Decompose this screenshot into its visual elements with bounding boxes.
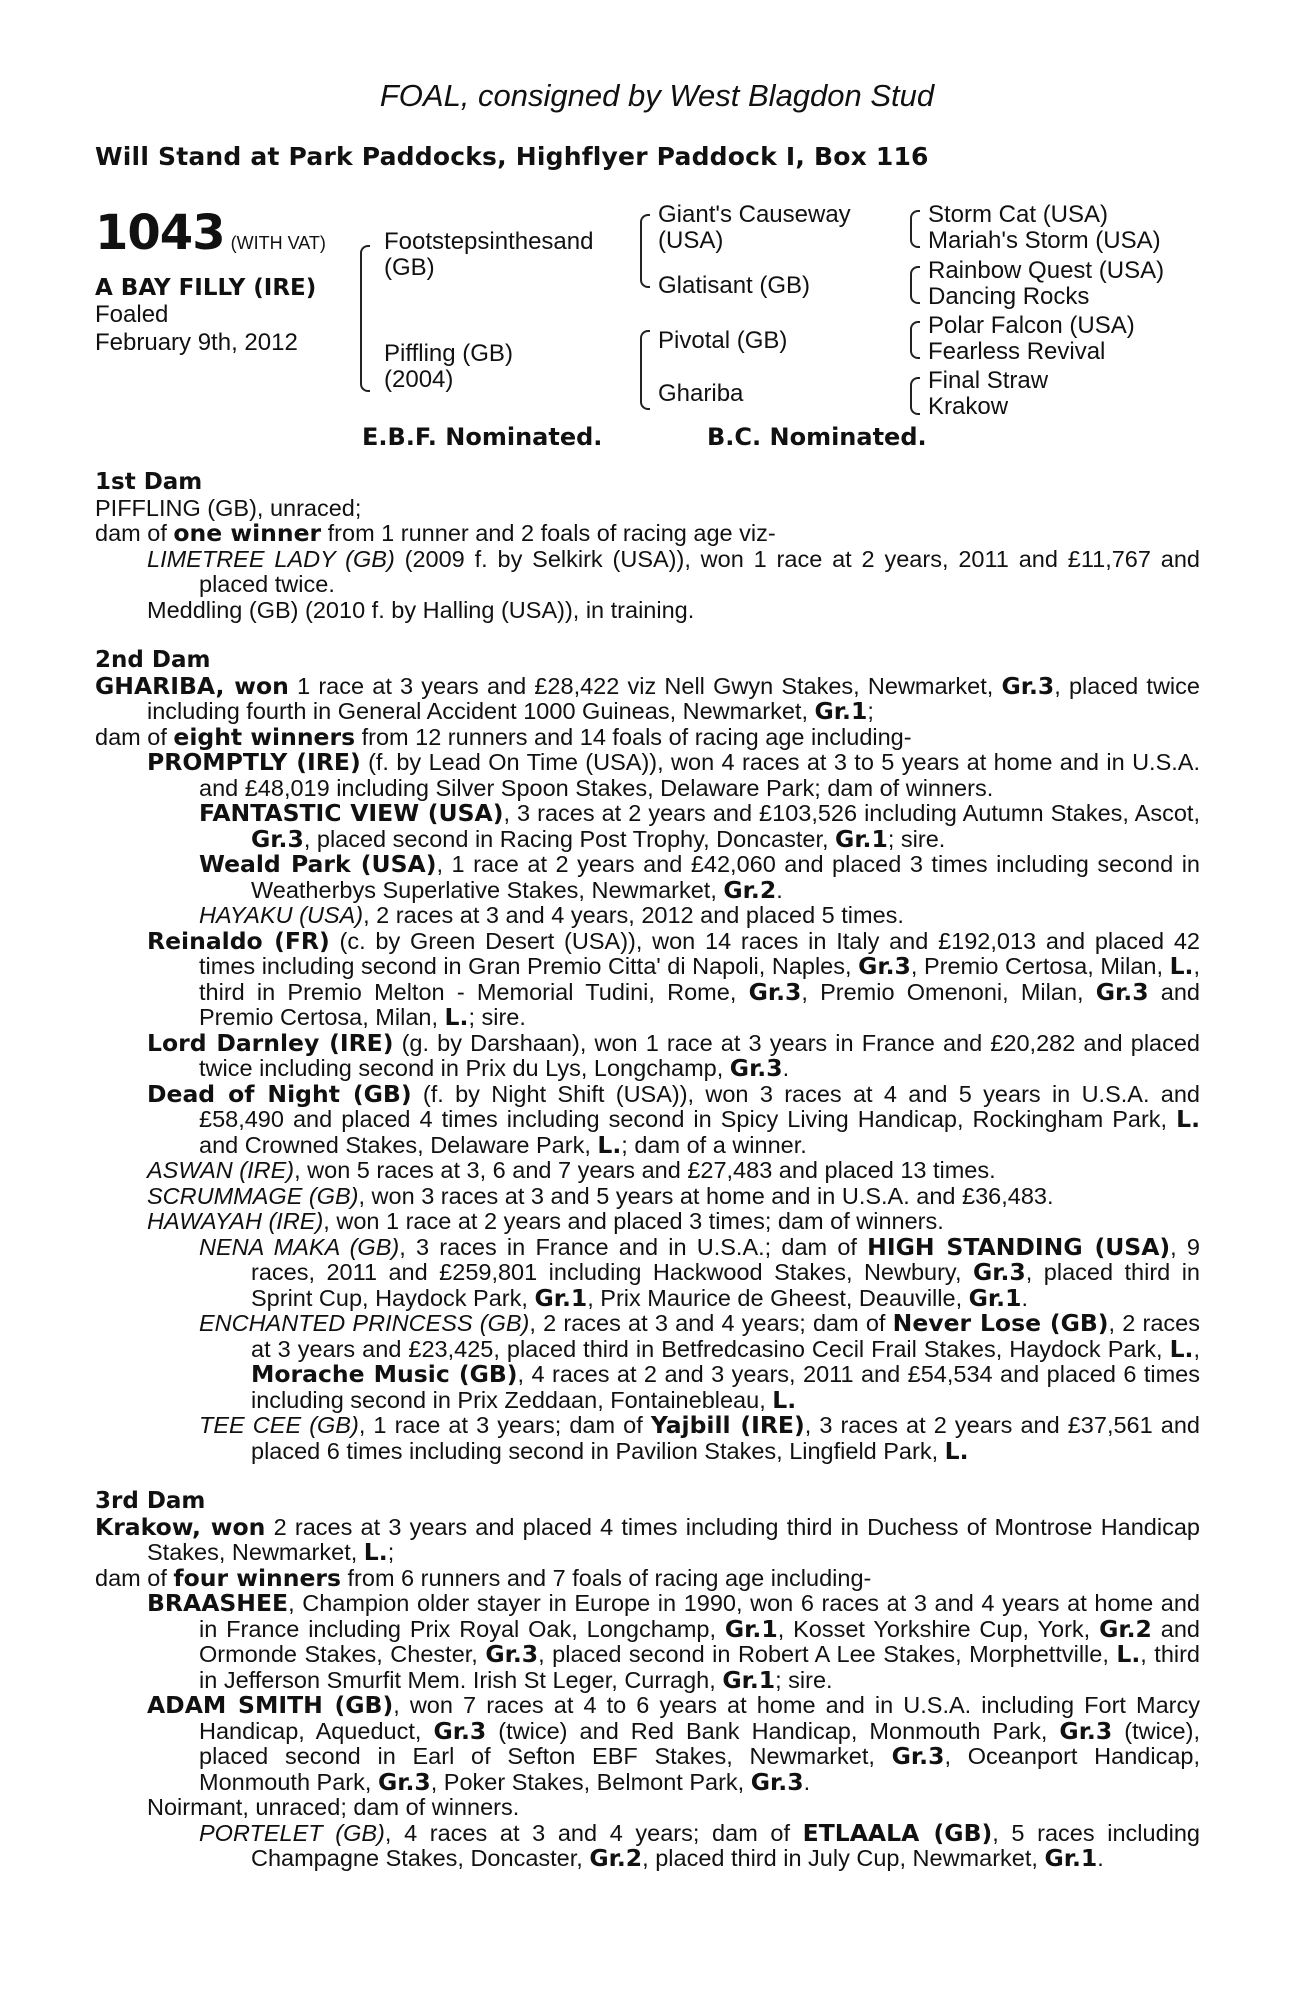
pedigree-bracket-g4 xyxy=(910,377,920,415)
sire-country: (GB) xyxy=(384,254,435,281)
pedigree-bracket-g2 xyxy=(910,266,920,304)
produce-entry: PORTELET (GB), 4 races at 3 and 4 years; dam of ETLAALA (GB), 5 races including Champagne Stakes, Doncaster, Gr.2, placed third in July Cup, Newmarket, Gr.1. xyxy=(199,1818,1200,1872)
sire-sire-country: (USA) xyxy=(658,227,724,254)
great-grandparent-5: Polar Falcon (USA) xyxy=(928,312,1135,339)
produce-entry: Dead of Night (GB) (f. by Night Shift (USA)), won 3 races at 4 and 5 years in U.S.A. and £58,490 and placed 4 times including second in Spicy Living Handicap, Rockingham Park, L. and Crowned Stakes, Delaware Park, L.; dam of a winner. xyxy=(147,1079,1200,1159)
great-grandparent-2: Mariah's Storm (USA) xyxy=(928,227,1161,254)
great-grandparent-4: Dancing Rocks xyxy=(928,283,1090,310)
produce-entry: Reinaldo (FR) (c. by Green Desert (USA)), won 14 races in Italy and £192,013 and placed 42 times including second in Gran Premio Citta' di Napoli, Naples, Gr.3, Premio Certosa, Milan, L., third in Premio Melton - Memorial Tudini, Rome, Gr.3, Premio Omenoni, Milan, Gr.3 and Premio Certosa, Milan, L.; sire. xyxy=(147,926,1200,1031)
produce-entry: Noirmant, unraced; dam of winners. xyxy=(147,1794,520,1820)
sire-dam-name: Glatisant (GB) xyxy=(658,272,811,299)
second-dam-summary: dam of eight winners from 12 runners and 14 foals of racing age including- xyxy=(95,722,912,751)
great-grandparent-7: Final Straw xyxy=(928,367,1049,394)
produce-entry: NENA MAKA (GB), 3 races in France and in U.S.A.; dam of HIGH STANDING (USA), 9 races, 2011 and £259,801 including Hackwood Stakes, Newbury, Gr.3, placed third in Sprint Cup, Haydock Park, Gr.1, Prix Maurice de Gheest, Deauville, Gr.1. xyxy=(199,1232,1200,1312)
produce-entry: PROMPTLY (IRE) (f. by Lead On Time (USA)), won 4 races at 3 to 5 years at home and in U.S.A. and £48,019 including Silver Spoon Stakes, Delaware Park; dam of winners. xyxy=(147,748,1200,801)
sire-name: Footstepsinthesand xyxy=(384,228,594,255)
great-grandparent-8: Krakow xyxy=(928,393,1009,420)
third-dam-summary: dam of four winners from 6 runners and 7 foals of racing age including- xyxy=(95,1563,872,1592)
produce-entry: HAYAKU (USA), 2 races at 3 and 4 years, 2012 and placed 5 times. xyxy=(199,902,904,928)
lot-name: A BAY FILLY (IRE) xyxy=(95,275,317,301)
first-dam-line: PIFFLING (GB), unraced; xyxy=(95,494,362,521)
produce-entry: ADAM SMITH (GB), won 7 races at 4 to 6 years at home and in U.S.A. including Fort Marcy Handicap, Aqueduct, Gr.3 (twice) and Red Bank Handicap, Monmouth Park, Gr.3 (twice), placed second in Earl of Sefton EBF Stakes, Newmarket, Gr.3, Oceanport Handicap, Monmouth Park, Gr.3, Poker Stakes, Belmont Park, Gr.3. xyxy=(147,1691,1200,1796)
produce-entry: HAWAYAH (IRE), won 1 race at 2 years and placed 3 times; dam of winners. xyxy=(147,1208,944,1234)
produce-record xyxy=(95,470,1200,1872)
great-grandparent-3: Rainbow Quest (USA) xyxy=(928,257,1165,284)
dam-sire-name: Pivotal (GB) xyxy=(658,327,788,354)
dam-dam-name: Ghariba xyxy=(658,380,744,407)
produce-entry: TEE CEE (GB), 1 race at 3 years; dam of Yajbill (IRE), 3 races at 2 years and £37,561 and placed 6 times including second in Pavilion Stakes, Lingfield Park, L. xyxy=(199,1411,1200,1465)
foaled-label: Foaled xyxy=(95,301,169,328)
pedigree-bracket-sire xyxy=(640,214,650,288)
third-dam-intro: Krakow, won 2 races at 3 years and placed 4 times including third in Duchess of Montrose Handicap Stakes, Newmarket, L.; xyxy=(95,1512,1200,1566)
pedigree-bracket-g1 xyxy=(910,210,920,248)
sire-sire-name: Giant's Causeway xyxy=(658,201,851,228)
produce-entry: ENCHANTED PRINCESS (GB), 2 races at 3 and 4 years; dam of Never Lose (GB), 2 races at 3 years and £23,425, placed third in Betfredcasino Cecil Frail Stakes, Haydock Park, L., Morache Music (GB), 4 races at 2 and 3 years, 2011 and £54,534 and placed 6 times including second in Prix Zeddaan, Fontainebleau, L. xyxy=(199,1309,1200,1414)
vat-note: (WITH VAT) xyxy=(230,233,326,253)
third-dam-title: 3rd Dam xyxy=(95,1488,206,1514)
great-grandparent-6: Fearless Revival xyxy=(928,338,1106,365)
consignor-header: FOAL, consigned by West Blagdon Stud xyxy=(379,78,935,113)
produce-entry: LIMETREE LADY (GB) (2009 f. by Selkirk (USA)), won 1 race at 2 years, 2011 and £11,767 and placed twice. xyxy=(147,545,1201,597)
pedigree-bracket-g3 xyxy=(910,321,920,359)
bc-nominated: B.C. Nominated. xyxy=(707,423,927,451)
produce-entry: FANTASTIC VIEW (USA), 3 races at 2 years and £103,526 including Autumn Stakes, Ascot, Gr.3, placed second in Racing Post Trophy, Doncaster, Gr.1; sire. xyxy=(199,799,1200,853)
lot-number-line xyxy=(95,205,326,261)
great-grandparent-1: Storm Cat (USA) xyxy=(928,201,1109,228)
stand-location: Will Stand at Park Paddocks, Highflyer Paddock I, Box 116 xyxy=(95,142,929,171)
pedigree-bracket-dam xyxy=(640,330,650,410)
lot-number: 1043 xyxy=(95,205,225,261)
dam-year: (2004) xyxy=(384,366,454,393)
ebf-nominated: E.B.F. Nominated. xyxy=(362,423,603,451)
foaled-date: February 9th, 2012 xyxy=(95,329,298,356)
produce-entry: SCRUMMAGE (GB), won 3 races at 3 and 5 years at home and in U.S.A. and £36,483. xyxy=(147,1182,1054,1209)
produce-entry: Weald Park (USA), 1 race at 2 years and £42,060 and placed 3 times including second in Weatherbys Superlative Stakes, Newmarket, Gr.2. xyxy=(199,850,1200,904)
produce-entry: Lord Darnley (IRE) (g. by Darshaan), won 1 race at 3 years in France and £20,282 and placed twice including second in Prix du Lys, Longchamp, Gr.3. xyxy=(147,1028,1200,1082)
dam-name: Piffling (GB) xyxy=(384,340,513,367)
first-dam-summary: dam of one winner from 1 runner and 2 foals of racing age viz- xyxy=(95,519,776,547)
produce-entry: BRAASHEE, Champion older stayer in Europe in 1990, won 6 races at 3 and 4 years at home and in France including Prix Royal Oak, Longchamp, Gr.1, Kosset Yorkshire Cup, York, Gr.2 and Ormonde Stakes, Chester, Gr.3, placed second in Robert A Lee Stakes, Morphettville, L., third in Jefferson Smurfit Mem. Irish St Leger, Curragh, Gr.1; sire. xyxy=(147,1589,1201,1694)
first-dam-title: 1st Dam xyxy=(95,469,203,495)
pedigree-bracket-main xyxy=(360,245,370,392)
produce-entry: ASWAN (IRE), won 5 races at 3, 6 and 7 years and £27,483 and placed 13 times. xyxy=(147,1157,996,1183)
second-dam-intro: GHARIBA, won 1 race at 3 years and £28,422 viz Nell Gwyn Stakes, Newmarket, Gr.3, placed twice including fourth in General Accident 1000 Guineas, Newmarket, Gr.1; xyxy=(95,671,1200,725)
second-dam-title: 2nd Dam xyxy=(95,647,211,673)
produce-entry: Meddling (GB) (2010 f. by Halling (USA)), in training. xyxy=(147,596,695,623)
